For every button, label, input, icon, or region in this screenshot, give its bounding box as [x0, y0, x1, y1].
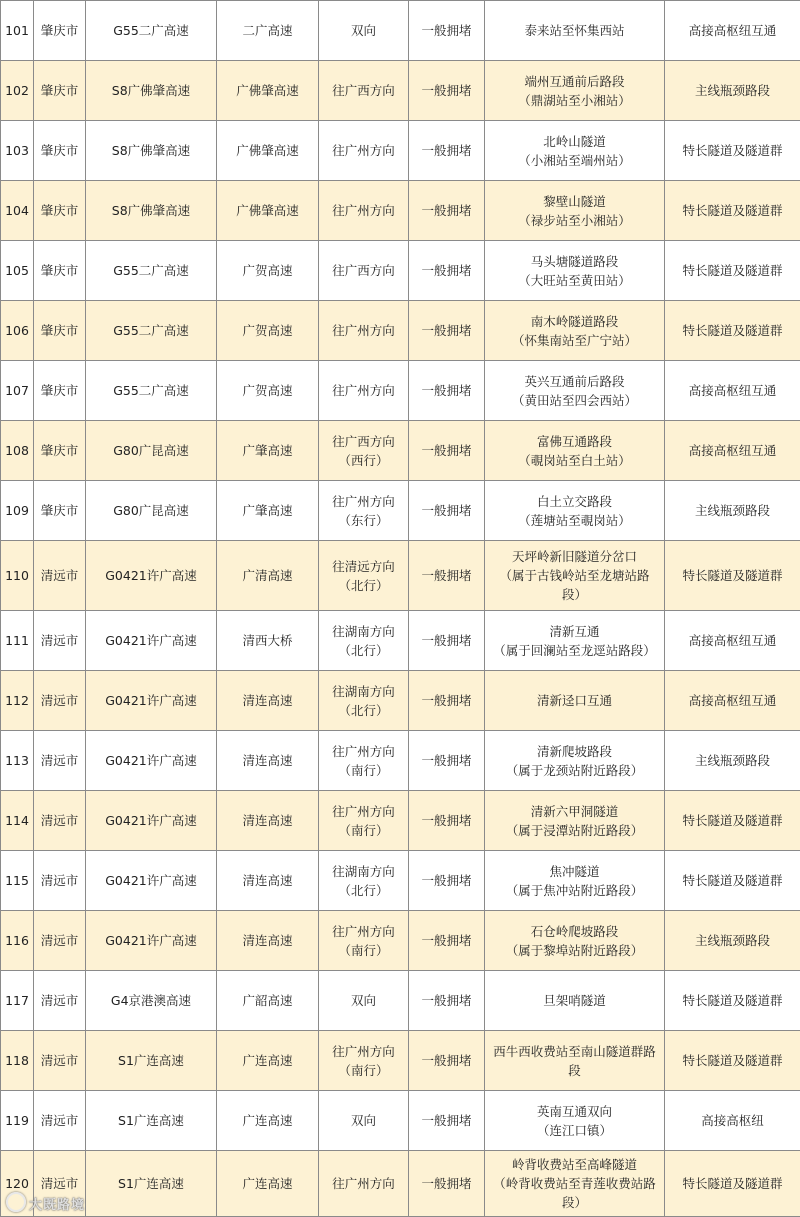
cell-route-line: 段） [488, 585, 661, 604]
table-row [1, 361, 800, 421]
cell-city: 清远市 [34, 671, 86, 731]
cell-route-line: 岭背收费站至高峰隧道 [488, 1155, 661, 1174]
cell-city: 清远市 [34, 541, 86, 611]
cell-route-line: （属于回澜站至龙逕站路段） [488, 641, 661, 660]
cell-route [485, 1151, 665, 1217]
cell-number: 103 [1, 121, 34, 181]
cell-level: 一般拥堵 [409, 611, 485, 671]
table-row [1, 241, 800, 301]
cell-reason: 特长隧道及隧道群 [665, 851, 800, 911]
cell-section: 清西大桥 [217, 611, 319, 671]
table-row [1, 481, 800, 541]
cell-direction-line: （南行） [322, 1061, 405, 1080]
cell-route-line: 南木岭隧道路段 [488, 312, 661, 331]
cell-route-line: 清新六甲洞隧道 [488, 802, 661, 821]
cell-direction-line: 往广州方向 [322, 922, 405, 941]
cell-route-line: （禄步站至小湘站） [488, 211, 661, 230]
cell-city: 肇庆市 [34, 1, 86, 61]
cell-route-line: 马头塘隧道路段 [488, 252, 661, 271]
cell-direction-line: 双向 [322, 21, 405, 40]
cell-direction [319, 911, 409, 971]
cell-direction [319, 851, 409, 911]
cell-reason: 高接高枢纽互通 [665, 671, 800, 731]
cell-route-line: （属于焦冲站附近路段） [488, 881, 661, 900]
cell-number: 102 [1, 61, 34, 121]
cell-number: 109 [1, 481, 34, 541]
cell-route-line: 清新互通 [488, 622, 661, 641]
cell-reason: 高接高枢纽互通 [665, 1, 800, 61]
cell-direction-line: 往广州方向 [322, 802, 405, 821]
table-row [1, 121, 800, 181]
cell-route [485, 61, 665, 121]
table-row [1, 611, 800, 671]
cell-number: 114 [1, 791, 34, 851]
cell-highway: G55二广高速 [86, 1, 217, 61]
table-row [1, 1151, 800, 1217]
cell-route [485, 1091, 665, 1151]
cell-direction [319, 481, 409, 541]
table-row [1, 181, 800, 241]
cell-number: 111 [1, 611, 34, 671]
cell-number: 118 [1, 1031, 34, 1091]
cell-route-line: 英南互通双向 [488, 1102, 661, 1121]
cell-route-line: （大旺站至黄田站） [488, 271, 661, 290]
cell-route [485, 851, 665, 911]
cell-direction-line: （南行） [322, 941, 405, 960]
cell-direction [319, 731, 409, 791]
cell-direction [319, 611, 409, 671]
cell-direction-line: （北行） [322, 881, 405, 900]
cell-level: 一般拥堵 [409, 1, 485, 61]
cell-route-line: （属于黎埠站附近路段） [488, 941, 661, 960]
cell-route [485, 1, 665, 61]
cell-direction [319, 971, 409, 1031]
table-row [1, 1031, 800, 1091]
cell-route [485, 671, 665, 731]
watermark [6, 1192, 85, 1213]
cell-reason: 特长隧道及隧道群 [665, 541, 800, 611]
cell-section: 广佛肇高速 [217, 61, 319, 121]
cell-number: 104 [1, 181, 34, 241]
cell-reason: 特长隧道及隧道群 [665, 1031, 800, 1091]
cell-direction-line: 往广州方向 [322, 381, 405, 400]
cell-route-line: 焦冲隧道 [488, 862, 661, 881]
cell-route [485, 241, 665, 301]
cell-direction [319, 541, 409, 611]
cell-direction-line: （北行） [322, 576, 405, 595]
cell-highway: G0421许广高速 [86, 791, 217, 851]
cell-level: 一般拥堵 [409, 1091, 485, 1151]
cell-route [485, 1031, 665, 1091]
cell-section: 清连高速 [217, 731, 319, 791]
cell-level: 一般拥堵 [409, 301, 485, 361]
watermark-logo-icon [6, 1192, 26, 1212]
cell-section: 广连高速 [217, 1091, 319, 1151]
table-row [1, 731, 800, 791]
cell-number: 108 [1, 421, 34, 481]
cell-highway: S1广连高速 [86, 1091, 217, 1151]
cell-direction-line: 往广州方向 [322, 141, 405, 160]
cell-highway: G0421许广高速 [86, 851, 217, 911]
cell-number: 110 [1, 541, 34, 611]
cell-route-line: 北岭山隧道 [488, 132, 661, 151]
cell-reason: 高接高枢纽 [665, 1091, 800, 1151]
cell-direction-line: （南行） [322, 821, 405, 840]
cell-reason: 主线瓶颈路段 [665, 731, 800, 791]
cell-level: 一般拥堵 [409, 541, 485, 611]
cell-route-line: （小湘站至端州站） [488, 151, 661, 170]
cell-reason: 特长隧道及隧道群 [665, 181, 800, 241]
cell-direction [319, 1031, 409, 1091]
table-row [1, 1091, 800, 1151]
table-row [1, 61, 800, 121]
cell-direction-line: 往湖南方向 [322, 622, 405, 641]
table-row [1, 1, 800, 61]
cell-level: 一般拥堵 [409, 851, 485, 911]
cell-level: 一般拥堵 [409, 121, 485, 181]
cell-city: 清远市 [34, 1091, 86, 1151]
cell-city: 清远市 [34, 731, 86, 791]
cell-section: 清连高速 [217, 671, 319, 731]
cell-direction-line: 双向 [322, 991, 405, 1010]
cell-direction-line: 往广西方向 [322, 81, 405, 100]
cell-route-line: 白土立交路段 [488, 492, 661, 511]
cell-number: 115 [1, 851, 34, 911]
cell-number: 120 [1, 1151, 34, 1217]
cell-section: 二广高速 [217, 1, 319, 61]
cell-reason: 特长隧道及隧道群 [665, 301, 800, 361]
cell-route-line: 泰来站至怀集西站 [488, 21, 661, 40]
cell-highway: S8广佛肇高速 [86, 181, 217, 241]
cell-level: 一般拥堵 [409, 181, 485, 241]
cell-level: 一般拥堵 [409, 421, 485, 481]
cell-number: 112 [1, 671, 34, 731]
cell-direction-line: 往清远方向 [322, 557, 405, 576]
cell-direction [319, 671, 409, 731]
cell-number: 105 [1, 241, 34, 301]
cell-section: 广清高速 [217, 541, 319, 611]
cell-route [485, 731, 665, 791]
table-row [1, 791, 800, 851]
cell-city: 清远市 [34, 971, 86, 1031]
cell-route-line: （属于龙颈站附近路段） [488, 761, 661, 780]
cell-route [485, 121, 665, 181]
cell-route-line: （鼎湖站至小湘站） [488, 91, 661, 110]
cell-level: 一般拥堵 [409, 241, 485, 301]
cell-route [485, 911, 665, 971]
table-row [1, 671, 800, 731]
cell-city: 清远市 [34, 851, 86, 911]
cell-route-line: （怀集南站至广宁站） [488, 331, 661, 350]
cell-reason: 特长隧道及隧道群 [665, 971, 800, 1031]
cell-route-line: 天坪岭新旧隧道分岔口 [488, 547, 661, 566]
cell-direction [319, 791, 409, 851]
cell-direction-line: （北行） [322, 701, 405, 720]
cell-highway: G4京港澳高速 [86, 971, 217, 1031]
cell-number: 116 [1, 911, 34, 971]
cell-section: 广贺高速 [217, 241, 319, 301]
cell-level: 一般拥堵 [409, 671, 485, 731]
cell-route [485, 361, 665, 421]
table-row [1, 911, 800, 971]
cell-reason: 主线瓶颈路段 [665, 481, 800, 541]
cell-route-line: 段） [488, 1193, 661, 1212]
cell-reason: 主线瓶颈路段 [665, 61, 800, 121]
cell-direction [319, 181, 409, 241]
cell-route-line: 清新迳口互通 [488, 691, 661, 710]
cell-city: 清远市 [34, 1151, 86, 1217]
cell-level: 一般拥堵 [409, 61, 485, 121]
table-row [1, 971, 800, 1031]
cell-direction [319, 421, 409, 481]
cell-route [485, 971, 665, 1031]
cell-section: 广韶高速 [217, 971, 319, 1031]
cell-city: 肇庆市 [34, 61, 86, 121]
cell-city: 肇庆市 [34, 121, 86, 181]
cell-section: 广肇高速 [217, 481, 319, 541]
cell-level: 一般拥堵 [409, 1031, 485, 1091]
cell-number: 113 [1, 731, 34, 791]
cell-route [485, 791, 665, 851]
cell-route-line: （属于古钱岭站至龙塘站路 [488, 566, 661, 585]
cell-highway: G55二广高速 [86, 241, 217, 301]
cell-section: 广佛肇高速 [217, 121, 319, 181]
cell-highway: S1广连高速 [86, 1151, 217, 1217]
cell-level: 一般拥堵 [409, 911, 485, 971]
cell-reason: 特长隧道及隧道群 [665, 121, 800, 181]
cell-highway: G80广昆高速 [86, 481, 217, 541]
cell-highway: G0421许广高速 [86, 911, 217, 971]
cell-city: 清远市 [34, 611, 86, 671]
cell-section: 广佛肇高速 [217, 181, 319, 241]
table-row [1, 541, 800, 611]
cell-highway: G0421许广高速 [86, 731, 217, 791]
cell-city: 清远市 [34, 911, 86, 971]
cell-city: 清远市 [34, 1031, 86, 1091]
cell-reason: 主线瓶颈路段 [665, 911, 800, 971]
cell-route-line: 富佛互通路段 [488, 432, 661, 451]
cell-number: 107 [1, 361, 34, 421]
cell-route [485, 611, 665, 671]
cell-direction [319, 121, 409, 181]
cell-direction [319, 241, 409, 301]
cell-route-line: 端州互通前后路段 [488, 72, 661, 91]
cell-section: 广肇高速 [217, 421, 319, 481]
cell-route-line: （岭背收费站至青莲收费站路 [488, 1174, 661, 1193]
cell-number: 119 [1, 1091, 34, 1151]
cell-direction-line: 往广州方向 [322, 742, 405, 761]
cell-direction-line: 往广州方向 [322, 321, 405, 340]
cell-highway: S1广连高速 [86, 1031, 217, 1091]
cell-direction-line: 双向 [322, 1111, 405, 1130]
watermark-text: 大既路境 [29, 1198, 85, 1213]
cell-highway: G55二广高速 [86, 361, 217, 421]
cell-highway: G0421许广高速 [86, 671, 217, 731]
cell-level: 一般拥堵 [409, 1151, 485, 1217]
table-row [1, 851, 800, 911]
cell-number: 106 [1, 301, 34, 361]
cell-level: 一般拥堵 [409, 731, 485, 791]
cell-route-line: 西牛西收费站至南山隧道群路 [488, 1042, 661, 1061]
cell-highway: S8广佛肇高速 [86, 61, 217, 121]
cell-city: 肇庆市 [34, 421, 86, 481]
cell-direction-line: 往广州方向 [322, 1174, 405, 1193]
cell-section: 广连高速 [217, 1151, 319, 1217]
cell-direction-line: 往广州方向 [322, 492, 405, 511]
cell-direction-line: 往广西方向 [322, 261, 405, 280]
cell-direction-line: 往湖南方向 [322, 682, 405, 701]
cell-direction-line: 往广西方向 [322, 432, 405, 451]
cell-direction [319, 61, 409, 121]
cell-route [485, 301, 665, 361]
cell-route-line: （莲塘站至覗岗站） [488, 511, 661, 530]
cell-reason: 特长隧道及隧道群 [665, 791, 800, 851]
cell-direction-line: （南行） [322, 761, 405, 780]
cell-reason: 高接高枢纽互通 [665, 421, 800, 481]
cell-route-line: 段 [488, 1061, 661, 1080]
cell-city: 肇庆市 [34, 361, 86, 421]
cell-level: 一般拥堵 [409, 361, 485, 421]
cell-section: 广连高速 [217, 1031, 319, 1091]
cell-section: 广贺高速 [217, 301, 319, 361]
cell-route [485, 421, 665, 481]
cell-number: 101 [1, 1, 34, 61]
cell-highway: G55二广高速 [86, 301, 217, 361]
cell-route-line: （属于浸潭站附近路段） [488, 821, 661, 840]
cell-number: 117 [1, 971, 34, 1031]
cell-route-line: 英兴互通前后路段 [488, 372, 661, 391]
table-row [1, 301, 800, 361]
cell-direction-line: 往广州方向 [322, 1042, 405, 1061]
cell-city: 肇庆市 [34, 241, 86, 301]
cell-route-line: 黎壁山隧道 [488, 192, 661, 211]
cell-level: 一般拥堵 [409, 971, 485, 1031]
cell-section: 清连高速 [217, 851, 319, 911]
cell-highway: G80广昆高速 [86, 421, 217, 481]
cell-route-line: 石仓岭爬坡路段 [488, 922, 661, 941]
cell-reason: 高接高枢纽互通 [665, 611, 800, 671]
cell-route-line: （覗岗站至白土站） [488, 451, 661, 470]
cell-route [485, 481, 665, 541]
table-row [1, 421, 800, 481]
cell-level: 一般拥堵 [409, 791, 485, 851]
cell-direction [319, 1, 409, 61]
cell-reason: 特长隧道及隧道群 [665, 1151, 800, 1217]
cell-city: 肇庆市 [34, 181, 86, 241]
cell-direction-line: （北行） [322, 641, 405, 660]
cell-level: 一般拥堵 [409, 481, 485, 541]
cell-direction [319, 1151, 409, 1217]
cell-city: 肇庆市 [34, 481, 86, 541]
cell-route [485, 181, 665, 241]
cell-section: 清连高速 [217, 911, 319, 971]
cell-section: 广贺高速 [217, 361, 319, 421]
cell-direction [319, 361, 409, 421]
cell-route-line: （黄田站至四会西站） [488, 391, 661, 410]
cell-direction-line: （西行） [322, 451, 405, 470]
cell-reason: 高接高枢纽互通 [665, 361, 800, 421]
cell-direction [319, 301, 409, 361]
cell-city: 肇庆市 [34, 301, 86, 361]
cell-direction-line: 往广州方向 [322, 201, 405, 220]
cell-direction-line: （东行） [322, 511, 405, 530]
cell-highway: G0421许广高速 [86, 541, 217, 611]
cell-city: 清远市 [34, 791, 86, 851]
cell-section: 清连高速 [217, 791, 319, 851]
cell-highway: S8广佛肇高速 [86, 121, 217, 181]
cell-route-line: 旦架哨隧道 [488, 991, 661, 1010]
cell-direction [319, 1091, 409, 1151]
cell-direction-line: 往湖南方向 [322, 862, 405, 881]
cell-route [485, 541, 665, 611]
cell-route-line: 清新爬坡路段 [488, 742, 661, 761]
cell-reason: 特长隧道及隧道群 [665, 241, 800, 301]
cell-route-line: （连江口镇） [488, 1121, 661, 1140]
table-body [1, 1, 800, 1217]
cell-highway: G0421许广高速 [86, 611, 217, 671]
